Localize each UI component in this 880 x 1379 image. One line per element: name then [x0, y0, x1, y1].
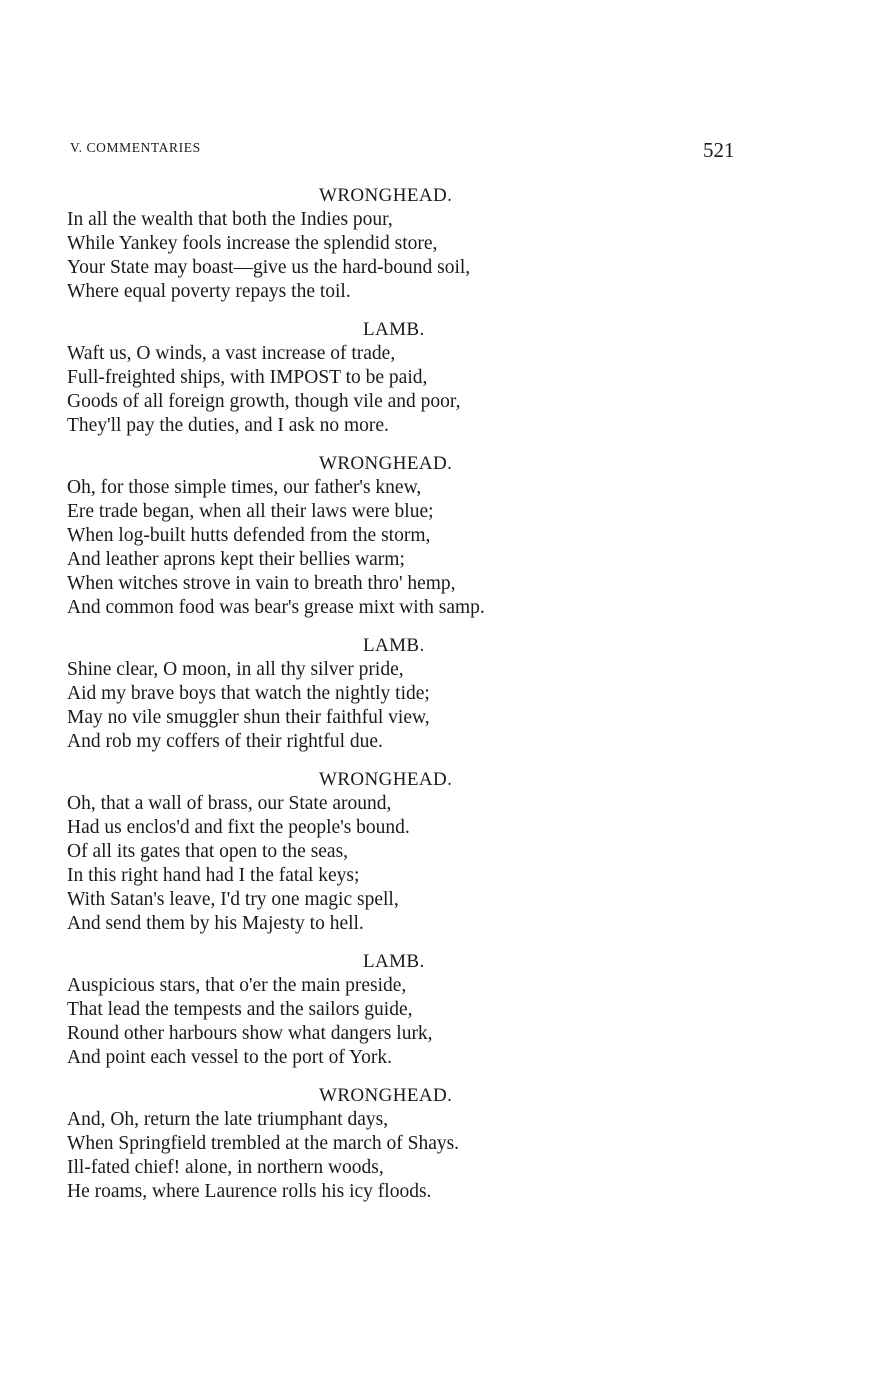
speaker-heading: LAMB. [363, 635, 425, 656]
speaker-heading: LAMB. [363, 319, 425, 340]
verse-line: Round other harbours show what dangers lurk, [67, 1023, 433, 1044]
verse-line: They'll pay the duties, and I ask no more. [67, 415, 389, 436]
verse-line: When log-built hutts defended from the storm, [67, 525, 431, 546]
verse-line: Oh, that a wall of brass, our State around, [67, 793, 392, 814]
verse-line: And common food was bear's grease mixt with samp. [67, 597, 485, 618]
stanza [67, 1084, 667, 1204]
verse-line: Oh, for those simple times, our father's knew, [67, 477, 422, 498]
verse-line: Had us enclos'd and fixt the people's bound. [67, 817, 410, 838]
verse-line: Ill-fated chief! alone, in northern woods, [67, 1157, 384, 1178]
verse-line: Full-freighted ships, with IMPOST to be paid, [67, 367, 428, 388]
running-head: V. COMMENTARIES [70, 140, 201, 155]
verse-line: When Springfield trembled at the march of Shays. [67, 1133, 460, 1154]
verse-line: Shine clear, O moon, in all thy silver pride, [67, 659, 404, 680]
verse-line: And leather aprons kept their bellies warm; [67, 549, 405, 570]
verse-line: In all the wealth that both the Indies pour, [67, 209, 393, 230]
verse-line: Your State may boast—give us the hard-bound soil, [67, 257, 471, 278]
verse-line: In this right hand had I the fatal keys; [67, 865, 360, 886]
stanza [67, 318, 667, 438]
verse-line: When witches strove in vain to breath thro' hemp, [67, 573, 456, 594]
verse-line: And, Oh, return the late triumphant days, [67, 1109, 389, 1130]
verse-line: And point each vessel to the port of York. [67, 1047, 392, 1068]
speaker-heading: WRONGHEAD. [319, 453, 453, 474]
stanza [67, 452, 667, 620]
stanza [67, 634, 667, 754]
verse-line: May no vile smuggler shun their faithful view, [67, 707, 430, 728]
verse-line: With Satan's leave, I'd try one magic spell, [67, 889, 399, 910]
page-number: 521 [703, 138, 735, 162]
verse-line: He roams, where Laurence rolls his icy floods. [67, 1181, 432, 1202]
verse-line: And send them by his Majesty to hell. [67, 913, 364, 934]
verse-line: And rob my coffers of their rightful due. [67, 731, 383, 752]
stanza [67, 768, 667, 936]
speaker-heading: WRONGHEAD. [319, 185, 453, 206]
verse-line: While Yankey fools increase the splendid store, [67, 233, 438, 254]
verse-line: Waft us, O winds, a vast increase of trade, [67, 343, 396, 364]
verse-line: Ere trade began, when all their laws were blue; [67, 501, 434, 522]
verse-line: Aid my brave boys that watch the nightly tide; [67, 683, 430, 704]
verse-line: Of all its gates that open to the seas, [67, 841, 349, 862]
verse-line: Auspicious stars, that o'er the main preside, [67, 975, 407, 996]
stanza [67, 950, 667, 1070]
speaker-heading: WRONGHEAD. [319, 1085, 453, 1106]
stanza [67, 184, 667, 304]
verse-line: Goods of all foreign growth, though vile and poor, [67, 391, 461, 412]
speaker-heading: WRONGHEAD. [319, 769, 453, 790]
speaker-heading: LAMB. [363, 951, 425, 972]
verse-line: That lead the tempests and the sailors guide, [67, 999, 413, 1020]
poem-body [67, 184, 667, 1218]
verse-line: Where equal poverty repays the toil. [67, 281, 351, 302]
